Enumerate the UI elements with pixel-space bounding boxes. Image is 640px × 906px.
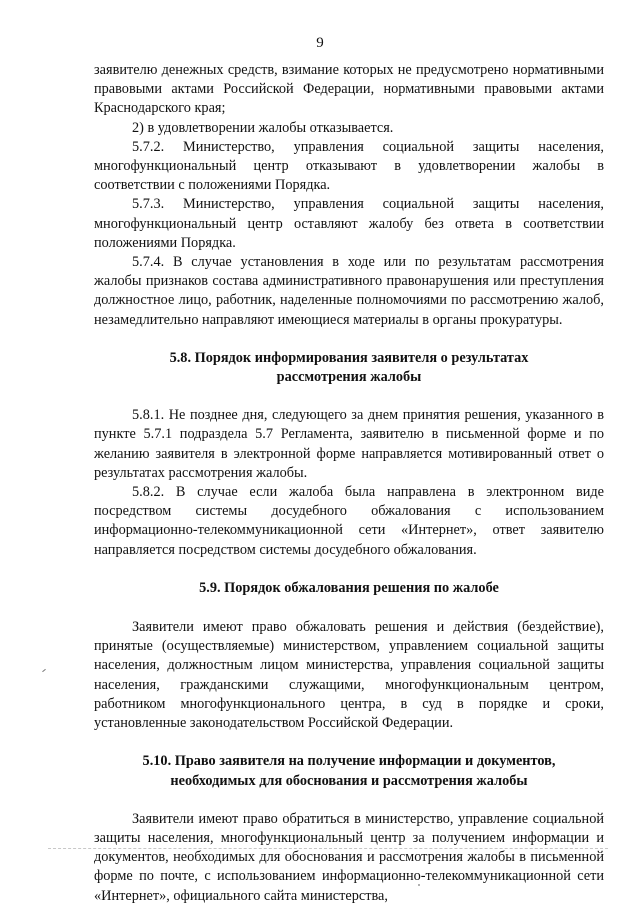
paragraph-item-2: 2) в удовлетворении жалобы отказывается. [132, 119, 394, 136]
paragraph-continuation: заявителю денежных средств, взимание которых не предусмотрено нормативными правовыми актами Российской Федерации, нормативными правовыми актами Краснодарского края; [94, 62, 604, 117]
paragraph-5-10: Заявители имеют право обратиться в министерство, управление социальной защиты населения, многофункциональный центр за получением информации и документов, необходимых для обоснования и рассмотрения жалобы в письменной форме по почте, с использованием информационно-телекоммуникационной сети «Интернет», официального сайта министерства, [94, 810, 604, 904]
section-5-10-heading-line1: 5.10. Право заявителя на получение информации и документов, [142, 753, 556, 770]
paragraph-5-8-1: 5.8.1. Не позднее дня, следующего за днем принятия решения, указанного в пункте 5.7.1 подраздела 5.7 Регламента, заявителю в письменной форме и по желанию заявителя в электронной форме направляется мотивированный ответ о результатах рассмотрения жалобы. [94, 407, 604, 481]
section-5-8-heading [94, 349, 604, 387]
section-5-10-heading [94, 752, 604, 790]
page-number: 9 [316, 35, 324, 51]
paragraph-5-8-2: 5.8.2. В случае если жалоба была направлена в электронном виде посредством системы досудебного обжалования с использованием информационно-телекоммуникационной сети «Интернет», ответ заявителю направляется посредством системы досудебного обжалования. [94, 484, 604, 558]
paragraph-5-7-2: 5.7.2. Министерство, управления социальной защиты населения, многофункциональный центр отказывают в удовлетворении жалобы в соответствии с положениями Порядка. [94, 138, 604, 194]
section-5-9-heading: 5.9. Порядок обжалования решения по жалобе [199, 579, 499, 596]
section-5-10-heading-line2: необходимых для обоснования и рассмотрения жалобы [170, 772, 528, 789]
scan-bottom-line [48, 848, 608, 849]
section-5-8-heading-line2: рассмотрения жалобы [276, 369, 422, 386]
scan-speck [418, 884, 420, 886]
scan-margin-mark [42, 669, 46, 672]
document-body [94, 61, 604, 906]
paragraph-5-7-3: 5.7.3. Министерство, управления социальной защиты населения, многофункциональный центр оставляют жалобу без ответа в соответствии положениями Порядка. [94, 196, 604, 251]
paragraph-5-7-4: 5.7.4. В случае установления в ходе или по результатам рассмотрения жалобы признаков состава административного правонарушения или преступления должностное лицо, работник, наделенные полномочиями по рассмотрению жалоб, незамедлительно направляют имеющиеся материалы в органы прокуратуры. [94, 254, 604, 328]
paragraph-5-9: Заявители имеют право обжаловать решения и действия (бездействие), принятые (осуществляемые) министерством, управлением социальной защиты населения, должностным лицом министерства, управления социальной защиты населения, гражданскими служащими, многофункциональным центром, работником многофункционального центра, в суд в порядке и сроки, установленные законодательством Российской Федерации. [94, 619, 604, 732]
section-5-8-heading-line1: 5.8. Порядок информирования заявителя о результатах [169, 349, 529, 366]
